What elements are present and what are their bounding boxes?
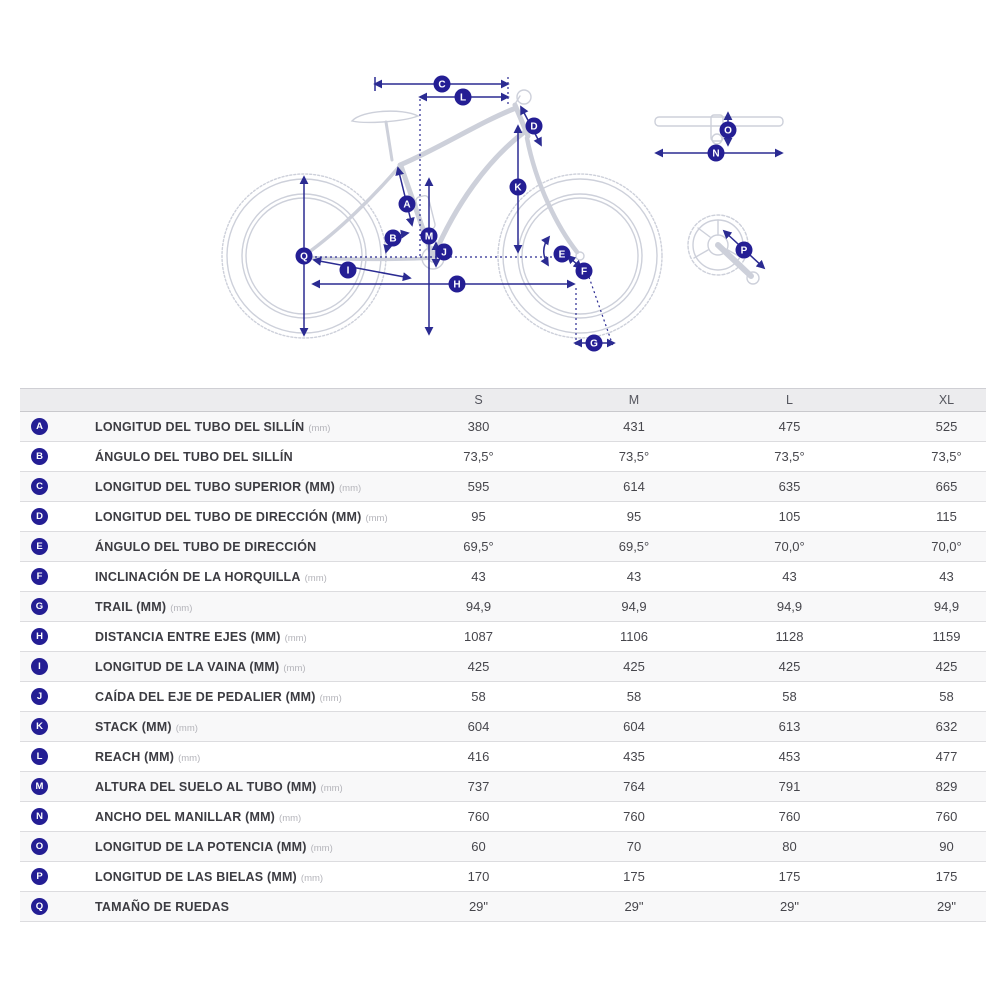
badge-G [586,335,603,352]
cell-m: 43 [626,569,642,584]
row-label: ANCHO DEL MANILLAR (MM) [95,809,276,824]
column-header-m: M [628,393,640,407]
row-unit-suffix: (mm) [283,662,306,674]
cell-m: 70 [626,839,642,854]
table-row [20,592,986,622]
cell-m: 1106 [620,629,648,644]
handlebar-top-view [655,115,783,144]
cell-l: 613 [778,719,801,734]
row-unit-suffix: (mm) [320,782,343,794]
svg-text:O: O [724,125,732,137]
svg-text:B: B [389,233,397,245]
cell-s: 760 [467,809,490,824]
cell-s: 58 [471,689,486,704]
svg-text:J: J [441,247,447,259]
svg-text:Q: Q [300,251,308,263]
row-unit-suffix: (mm) [178,752,201,764]
cell-xl: 43 [939,569,954,584]
cell-l: 73,5° [774,449,805,464]
row-letter-badge: M [31,778,48,795]
bike-outline [222,90,783,338]
table-row [20,802,986,832]
badge-P [736,242,753,259]
cell-xl: 175 [935,869,958,884]
svg-text:E: E [558,249,566,261]
column-header-s: S [474,393,483,407]
row-label: LONGITUD DEL TUBO SUPERIOR (MM) [95,479,335,494]
table-row [20,472,986,502]
geometry-table [20,388,986,922]
row-letter-badge: K [31,718,48,735]
badge-C [434,76,451,93]
cell-xl: 632 [935,719,958,734]
row-label: TRAIL (MM) [95,599,167,614]
row-unit-suffix: (mm) [308,422,331,434]
cell-xl: 90 [939,839,954,854]
cell-xl: 477 [935,749,958,764]
cell-s: 95 [471,509,486,524]
cell-l: 791 [778,779,801,794]
row-unit-suffix: (mm) [279,812,302,824]
row-label: LONGITUD DE LAS BIELAS (MM) [95,869,297,884]
cell-xl: 73,5° [931,449,962,464]
cell-m: 175 [623,869,645,884]
badge-F [576,263,593,280]
cell-s: 43 [471,569,486,584]
badge-H [449,276,466,293]
cell-xl: 760 [935,809,958,824]
row-label: TAMAÑO DE RUEDAS [95,899,230,914]
svg-text:H: H [453,279,461,291]
table-row [20,892,986,922]
table-row [20,862,986,892]
cell-m: 94,9 [621,599,647,614]
row-label: ALTURA DEL SUELO AL TUBO (MM) [95,779,317,794]
cell-s: 416 [467,749,490,764]
cell-s: 595 [467,479,490,494]
row-unit-suffix: (mm) [170,602,193,614]
badge-E [554,246,571,263]
cell-l: 1128 [775,629,804,644]
row-letter-badge: B [31,448,48,465]
cell-xl: 525 [935,419,958,434]
svg-text:F: F [580,266,588,278]
table-row [20,742,986,772]
row-unit-suffix: (mm) [284,632,307,644]
bike-geometry-diagram [0,0,1000,388]
row-letter-badge: F [31,568,48,585]
cell-m: 58 [626,689,642,704]
cell-s: 29" [468,899,489,914]
cell-l: 58 [782,689,797,704]
table-row [20,412,986,442]
cell-s: 380 [467,419,490,434]
frame [305,90,577,269]
svg-text:I: I [346,265,350,277]
cell-l: 425 [778,659,801,674]
cell-m: 73,5° [618,449,650,464]
table-row [20,562,986,592]
svg-text:N: N [712,148,720,160]
table-row [20,652,986,682]
badge-B [385,230,402,247]
cell-m: 760 [623,809,645,824]
row-label: ÁNGULO DEL TUBO DE DIRECCIÓN [95,539,317,554]
badge-I [340,262,357,279]
row-label: ÁNGULO DEL TUBO DEL SILLÍN [95,449,293,464]
cell-l: 105 [778,509,801,524]
cell-s: 73,5° [463,449,494,464]
row-unit-suffix: (mm) [300,872,324,884]
svg-text:A: A [403,199,411,211]
cell-xl: 94,9 [933,599,960,614]
row-letter-badge: G [31,598,48,615]
cell-xl: 425 [935,659,958,674]
svg-text:G: G [590,338,598,350]
cell-xl: 829 [935,779,958,794]
svg-text:D: D [530,121,538,133]
cell-xl: 115 [936,509,957,524]
cell-m: 425 [623,659,645,674]
badge-O [720,122,737,139]
cell-s: 170 [467,869,490,884]
row-letter-badge: J [31,688,48,705]
row-letter-badge: O [31,838,48,855]
badge-J [436,244,453,261]
cell-l: 453 [778,749,801,764]
svg-text:M: M [424,231,434,243]
table-row [20,442,986,472]
cell-m: 431 [623,419,645,434]
table-row [20,832,986,862]
row-label: INCLINACIÓN DE LA HORQUILLA [95,569,301,584]
cell-l: 175 [778,869,801,884]
dim-E [544,237,549,265]
row-label: STACK (MM) [95,719,172,734]
row-unit-suffix: (mm) [319,692,342,704]
cell-l: 475 [778,419,801,434]
badge-N [708,145,725,162]
cell-l: 70,0° [774,539,805,554]
cell-s: 1087 [464,629,493,644]
cell-xl: 70,0° [931,539,962,554]
row-label: CAÍDA DEL EJE DE PEDALIER (MM) [95,689,316,704]
row-unit-suffix: (mm) [304,572,327,584]
row-label: REACH (MM) [95,749,175,764]
row-unit-suffix: (mm) [339,482,362,494]
cell-m: 29" [624,899,644,914]
column-header-xl: XL [938,393,955,407]
table-header-row [20,389,986,412]
row-label: LONGITUD DEL TUBO DEL SILLÍN [95,419,305,434]
row-letter-badge: H [31,628,48,645]
cell-xl: 29" [936,899,957,914]
cell-l: 94,9 [776,599,803,614]
cell-l: 43 [782,569,797,584]
cell-m: 435 [623,749,645,764]
row-letter-badge: A [31,418,48,435]
row-letter-badge: C [31,478,48,495]
row-letter-badge: Q [31,898,48,915]
svg-text:K: K [514,182,522,194]
badge-Q [296,248,313,265]
svg-text:C: C [438,79,446,91]
table-row [20,532,986,562]
cell-s: 60 [471,839,486,854]
badge-K [510,179,527,196]
cell-s: 737 [467,779,490,794]
row-letter-badge: N [31,808,48,825]
row-letter-badge: P [31,868,48,885]
badge-D [526,118,543,135]
cell-s: 425 [467,659,490,674]
table-row [20,712,986,742]
badge-L [455,89,472,106]
badge-A [399,196,416,213]
row-label: LONGITUD DEL TUBO DE DIRECCIÓN (MM) [95,509,362,524]
cell-xl: 58 [939,689,954,704]
row-unit-suffix: (mm) [175,722,198,734]
table-row [20,772,986,802]
table-row [20,622,986,652]
table-row [20,502,986,532]
cell-l: 80 [782,839,797,854]
cell-l: 635 [778,479,801,494]
cell-l: 29" [779,899,800,914]
cell-m: 604 [623,719,645,734]
cell-s: 69,5° [463,539,494,554]
svg-text:L: L [459,92,467,104]
row-label: LONGITUD DE LA POTENCIA (MM) [95,839,307,854]
row-unit-suffix: (mm) [365,512,388,524]
row-unit-suffix: (mm) [310,842,333,854]
row-label: LONGITUD DE LA VAINA (MM) [95,659,280,674]
row-letter-badge: L [31,748,48,765]
geometry-table-body [20,412,986,922]
cell-m: 69,5° [618,539,650,554]
column-header-l: L [786,393,793,407]
cell-xl: 1159 [932,629,961,644]
front-wheel [498,174,662,338]
row-label: DISTANCIA ENTRE EJES (MM) [95,629,281,644]
svg-text:P: P [740,245,748,257]
cell-m: 614 [623,479,645,494]
cell-s: 604 [467,719,490,734]
table-row [20,682,986,712]
row-letter-badge: I [31,658,48,675]
cell-s: 94,9 [465,599,492,614]
badge-M [421,228,438,245]
cell-m: 95 [626,509,642,524]
row-letter-badge: D [31,508,48,525]
cell-m: 764 [623,779,645,794]
cell-l: 760 [778,809,801,824]
row-letter-badge: E [31,538,48,555]
cell-xl: 665 [935,479,958,494]
